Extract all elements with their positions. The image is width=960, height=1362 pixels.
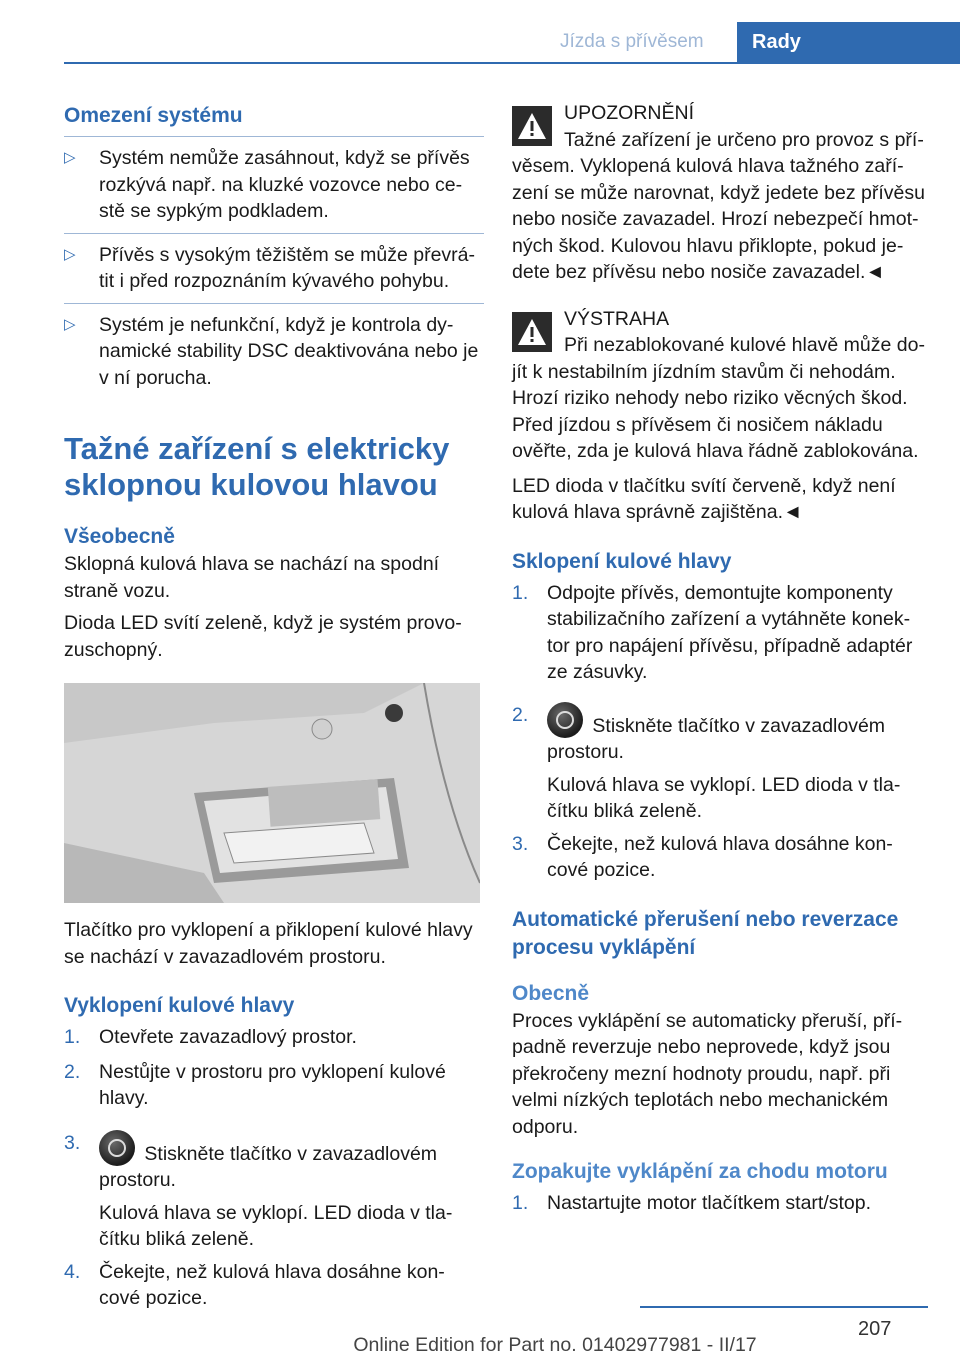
list-item	[64, 242, 484, 295]
trunk-illustration	[64, 683, 480, 903]
list-item-text: Systém nemůže zasáhnout, když se přívěs rozkývá např. na kluzké vozovce nebo ce- stě se sypkým podkladem.	[99, 147, 470, 222]
step-item	[512, 1190, 928, 1217]
step-number: 3.	[64, 1131, 81, 1154]
tow-hitch-button-icon	[547, 702, 583, 738]
step-item	[512, 831, 928, 884]
step-number: 2.	[64, 1060, 81, 1083]
step-item	[64, 1024, 484, 1051]
list-item-text: Systém je nefunkční, když je kontrola dy- namické stability DSC deaktivována nebo je v ní porucha.	[99, 313, 479, 389]
heading-vseobecne: Všeobecně	[64, 525, 175, 548]
paragraph: Proces vyklápění se automaticky přeruší, pří- padně reverzuje nebo neprovede, když jsou překročeny mezní hodnoty proudu, např. při velmi nízkých teplotách nebo mechanickém odporu.	[512, 1009, 903, 1138]
photo-caption: Tlačítko pro vyklopení a přiklopení kulové hlavy se nachází v zavazadlovém prostoru.	[64, 919, 473, 968]
right-column	[512, 100, 928, 1217]
header-rule	[64, 62, 960, 64]
step-text: Nastartujte motor tlačítkem start/stop.	[547, 1192, 872, 1214]
step-text: Stiskněte tlačítko v zavazadlovém prostoru.	[99, 1142, 438, 1191]
step-text: Stiskněte tlačítko v zavazadlovém prostoru.	[547, 714, 886, 763]
list-divider	[64, 233, 484, 234]
running-section-title: Jízda s přívěsem	[560, 31, 704, 52]
edition-footer: Online Edition for Part no. 01402977981 - II/17	[353, 1334, 757, 1356]
warning-triangle-icon	[512, 312, 552, 352]
step-item	[512, 580, 928, 686]
list-divider	[64, 303, 484, 304]
step-number: 1.	[512, 1192, 529, 1214]
step-number: 1.	[64, 1026, 81, 1048]
step-text: Čekejte, než kulová hlava dosáhne kon- cové pozice.	[99, 1260, 445, 1309]
list-divider	[64, 136, 484, 137]
warning-triangle-icon	[512, 106, 552, 146]
step-item	[64, 1259, 484, 1312]
chapter-tab: Rady	[737, 22, 960, 63]
danger-notice	[512, 306, 928, 526]
step-item	[64, 1130, 484, 1253]
paragraph: Sklopná kulová hlava se nachází na spodní straně vozu.	[64, 553, 440, 602]
main-heading: Tažné zařízení s elektricky sklopnou kulovou hlavou	[64, 431, 450, 502]
danger-text: Při nezablokované kulové hlavě může do- jít k nestabilním jízdním stavům či nehodám. Hrozí riziko nehody nebo riziko věcných škod. Před jízdou s přívěsem či nosičem nákladu ověřte, zda je kulová hlava řádně zablokována.	[512, 334, 925, 462]
left-column	[64, 100, 484, 1312]
warning-text: Tažné zařízení je určeno pro provoz s pří- věsem. Vyklopená kulová hlava tažného zaří- zení se může narovnat, když jedete bez přívěsu nebo nosiče zavazadel. Hrozí nebezpečí hmot- ných škod. Kulovou hlavu přiklopte, pokud je- dete bez přívěsu nebo nosiče zavazadel.◄	[512, 128, 925, 283]
step-number: 4.	[64, 1260, 81, 1283]
danger-text-2: LED dioda v tlačítku svítí červeně, když není kulová hlava správně zajištěna.◄	[512, 474, 896, 523]
heading-vyklopeni: Vyklopení kulové hlavy	[64, 994, 295, 1017]
heading-omezeni: Omezení systému	[64, 104, 243, 127]
warning-title: UPOZORNĚNÍ	[564, 102, 695, 124]
step-number: 1.	[512, 581, 529, 604]
danger-title: VÝSTRAHA	[564, 307, 670, 330]
step-text: Nestůjte v prostoru pro vyklopení kulové hlavy.	[99, 1060, 446, 1109]
heading-sklopeni: Sklopení kulové hlavy	[512, 549, 732, 573]
triangle-bullet-icon: ▷	[64, 149, 76, 166]
triangle-bullet-icon: ▷	[64, 315, 76, 333]
warning-notice	[512, 100, 928, 286]
heading-auto: Automatické přerušení nebo reverzace procesu vyklápění	[512, 907, 899, 959]
page-number: 207	[858, 1318, 892, 1340]
step-number: 3.	[512, 832, 529, 855]
heading-zopakujte: Zopakujte vyklápění za chodu motoru	[512, 1160, 888, 1183]
step-item	[512, 702, 928, 825]
trunk-photo	[64, 683, 480, 903]
step-text: Otevřete zavazadlový prostor.	[99, 1026, 357, 1048]
step-number: 2.	[512, 703, 529, 726]
step-text: Čekejte, než kulová hlava dosáhne kon- cové pozice.	[547, 832, 893, 881]
list-item	[64, 312, 484, 392]
list-item-text: Přívěs s vysokým těžištěm se může převrá- tit i před rozpoznáním kývavého pohybu.	[99, 243, 476, 292]
list-item	[64, 145, 484, 225]
heading-obecne: Obecně	[512, 981, 590, 1005]
step-subtext: Kulová hlava se vyklopí. LED dioda v tla- čítku bliká zeleně.	[547, 773, 901, 822]
paragraph: Dioda LED svítí zeleně, když je systém provo- zuschopný.	[64, 612, 462, 661]
step-item	[64, 1059, 484, 1112]
tow-hitch-button-icon	[99, 1130, 135, 1166]
triangle-bullet-icon: ▷	[64, 245, 76, 263]
step-subtext: Kulová hlava se vyklopí. LED dioda v tla- čítku bliká zeleně.	[99, 1201, 453, 1250]
footer-rule	[640, 1306, 928, 1308]
step-text: Odpojte přívěs, demontujte komponenty stabilizačního zařízení a vytáhněte konek- tor pro napájení přívěsu, případně adaptér ze zásuvky.	[547, 581, 913, 683]
